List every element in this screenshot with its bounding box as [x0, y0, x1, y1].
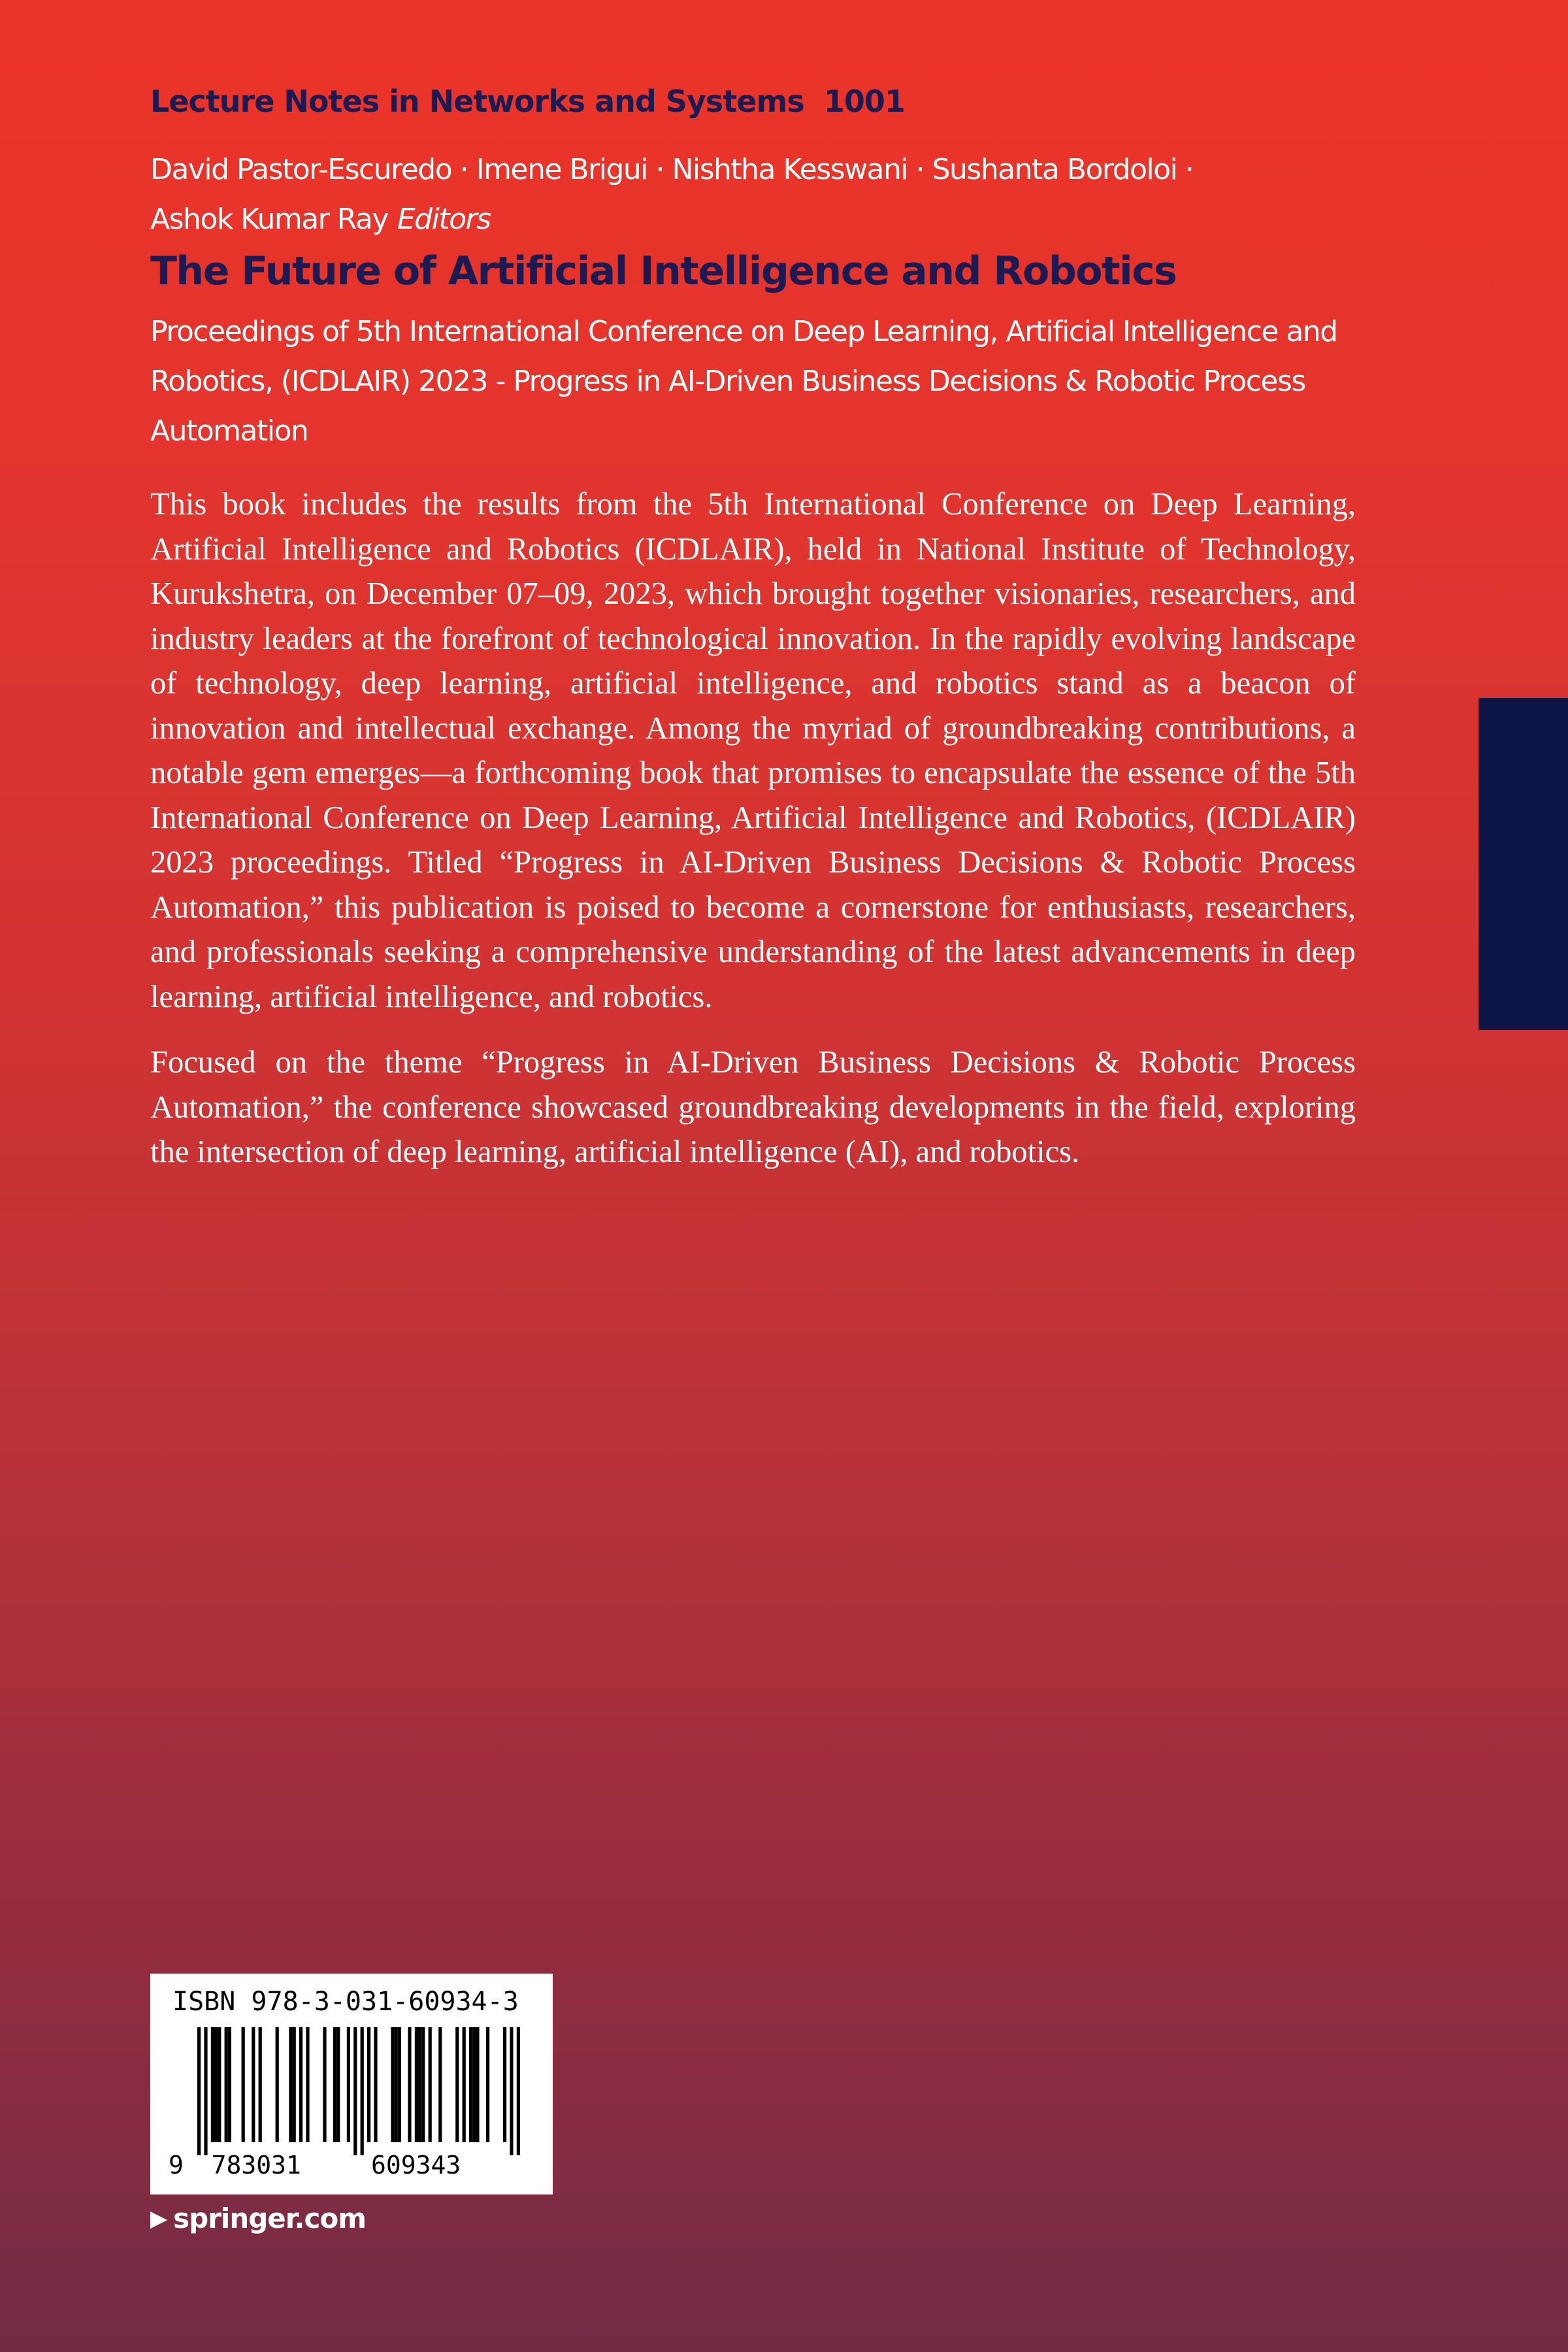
barcode-bar: [252, 2027, 255, 2142]
barcode-bar: [510, 2027, 513, 2155]
spine-color-tab: [1478, 698, 1568, 1030]
book-description: [150, 482, 1356, 1196]
publisher-link[interactable]: [150, 2202, 366, 2234]
barcode-digits: 609343: [371, 2151, 461, 2179]
series-title: [150, 84, 905, 119]
barcode-bar: [306, 2027, 309, 2142]
barcode-bar: [204, 2027, 207, 2155]
barcode-bar: [225, 2027, 228, 2142]
series-number: 1001: [823, 84, 905, 119]
barcode-bar: [395, 2027, 398, 2142]
barcode-bar: [211, 2027, 214, 2142]
barcode-bar: [472, 2027, 476, 2142]
barcode-bar: [361, 2027, 364, 2155]
editors-line-2: [150, 195, 1392, 244]
barcode-bar: [374, 2027, 377, 2142]
barcode-bar: [415, 2027, 418, 2142]
barcode-bar: [469, 2027, 472, 2142]
barcode-bar: [503, 2027, 506, 2142]
barcode-graphic: [163, 2025, 542, 2185]
barcode-bar: [323, 2027, 326, 2142]
editors-list: [150, 145, 1392, 244]
barcode-bar: [228, 2027, 231, 2142]
book-subtitle: Proceedings of 5th International Conference on Deep Learning, Artificial Intelligence and Robotics, (ICDLAIR) 2023 - Progress in AI-Driven Business Decisions & Robotic Process Automation: [150, 315, 1337, 448]
barcode-bar: [214, 2027, 218, 2142]
book-title: The Future of Artificial Intelligence and Robotics: [150, 248, 1177, 294]
barcode-bar: [455, 2027, 459, 2142]
barcode-bar: [353, 2027, 357, 2155]
barcode-bar: [289, 2027, 292, 2142]
barcode-bar: [486, 2027, 489, 2142]
barcode-bar: [429, 2027, 432, 2142]
barcode-bar: [517, 2027, 520, 2155]
description-paragraph-1: This book includes the results from the 5th International Conference on Deep Learning, Artificial Intelligence and Robotics (ICDLAIR), held in National Institute of Technology, Kurukshetra, on December 07–09, 2023, which brought together visionaries, researchers, and industry leaders at the forefront of technological innovation. In the rapidly evolving landscape of technology, deep learning, artificial intelligence, and robotics stand as a beacon of innovation and intellectual exchange. Among the myriad of groundbreaking contributions, a notable gem emerges—a forthcoming book that promises to encapsulate the essence of the 5th International Conference on Deep Learning, Artificial Intelligence and Robotics, (ICDLAIR) 2023 proceedings. Titled “Progress in AI-Driven Business Decisions & Robotic Process Automation,” this publication is poised to become a cornerstone for enthusiasts, researchers, and professionals seeking a comprehensive understanding of the latest advancements in deep learning, artificial intelligence, and robotics.: [150, 487, 1356, 1014]
barcode-bar: [218, 2027, 221, 2142]
barcode-bar: [438, 2027, 442, 2142]
series-name: Lecture Notes in Networks and Systems: [150, 84, 804, 119]
isbn-barcode-box: [150, 1974, 553, 2195]
barcode-bar: [293, 2027, 296, 2142]
barcode-bar: [421, 2027, 425, 2142]
barcode-bar: [463, 2027, 466, 2142]
barcode-bar: [391, 2027, 394, 2142]
barcode-bar: [197, 2027, 201, 2155]
publisher-website: springer.com: [173, 2202, 366, 2234]
barcode-bar: [276, 2027, 279, 2142]
barcode-bar: [336, 2027, 340, 2142]
barcode-bar: [367, 2027, 370, 2142]
barcode-digits: 783031: [211, 2151, 301, 2179]
barcode-bar: [347, 2027, 350, 2142]
barcode-bar: [242, 2027, 245, 2142]
barcode-bar: [476, 2027, 479, 2142]
triangle-right-icon: ▶: [150, 2206, 167, 2232]
barcode-bar: [398, 2027, 401, 2142]
isbn-label: ISBN 978-3-031-60934-3: [172, 1987, 519, 2017]
description-paragraph-2: Focused on the theme “Progress in AI-Driven Business Decisions & Robotic Process Automation,” the conference showcased groundbreaking developments in the field, exploring the intersection of deep learning, artificial intelligence (AI), and robotics.: [150, 1045, 1356, 1169]
editor-name: Ashok Kumar Ray: [150, 203, 388, 236]
barcode-bar: [418, 2027, 421, 2142]
barcode-bar: [408, 2027, 411, 2142]
barcode-digits: 9: [169, 2151, 184, 2179]
barcode-bar: [259, 2027, 262, 2142]
editors-role: Editors: [397, 203, 491, 236]
barcode-bar: [299, 2027, 302, 2142]
barcode-bar: [333, 2027, 336, 2142]
editors-line-1: David Pastor-Escuredo · Imene Brigui · Nishtha Kesswani · Sushanta Bordoloi ·: [150, 153, 1194, 186]
